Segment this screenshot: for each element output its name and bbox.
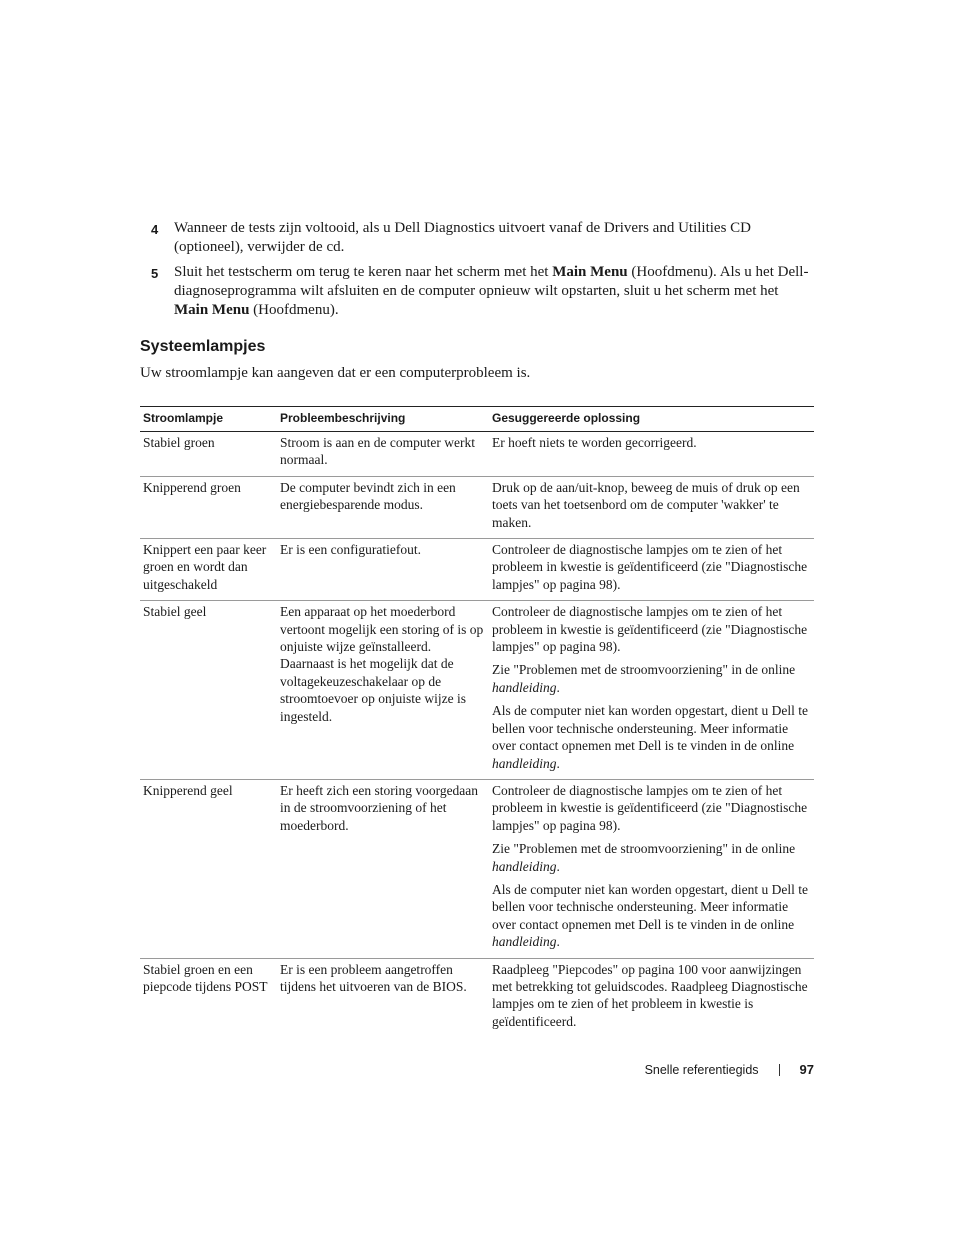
footer-separator — [779, 1064, 780, 1076]
footer-title: Snelle referentiegids — [644, 1062, 759, 1077]
step-5 — [151, 263, 816, 320]
solution-text: Als de computer niet kan worden opgestart, dient u Dell te bellen voor technische ondersteuning. Meer informatie over contact opnemen met Dell is te vinden in de online — [492, 881, 809, 932]
manual-reference: handleiding — [492, 934, 557, 950]
solution-text: . — [556, 679, 560, 695]
step-text-part: (Hoofdmenu). Als u het Dell-diagnoseprogramma wilt afsluiten en de computer opnieuw wilt opstarten, sluit u het scherm met het — [174, 264, 809, 299]
section-intro: Uw stroomlampje kan aangeven dat er een computerprobleem is. — [140, 365, 531, 381]
solution-paragraph — [492, 961, 811, 1031]
solution-paragraph — [492, 541, 811, 593]
table-body — [140, 432, 814, 1038]
cell-light: Knipperend groen — [140, 476, 277, 538]
cell-solution — [489, 432, 814, 477]
solution-paragraph — [492, 603, 811, 655]
column-header-problem: Probleembeschrijving — [277, 407, 489, 432]
solution-text: Als de computer niet kan worden opgestart, dient u Dell te bellen voor technische ondersteuning. Meer informatie over contact opnemen met Dell is te vinden in de online — [492, 703, 809, 754]
cell-solution — [489, 779, 814, 958]
cell-light: Stabiel geel — [140, 601, 277, 780]
main-menu-term: Main Menu — [552, 264, 628, 280]
manual-reference: handleiding — [492, 679, 557, 695]
step-number: 4 — [151, 222, 159, 237]
page-number: 97 — [799, 1062, 814, 1077]
table-row — [140, 601, 814, 780]
solution-text: . — [556, 934, 560, 950]
column-header-solution: Gesuggereerde oplossing — [489, 407, 814, 432]
solution-text: Controleer de diagnostische lampjes om te zien of het probleem in kwestie is geïdentificeerd (zie "Diagnostische lampjes" op pagina 98). — [492, 782, 808, 833]
step-number: 5 — [151, 266, 159, 281]
solution-text: Controleer de diagnostische lampjes om te zien of het probleem in kwestie is geïdentificeerd (zie "Diagnostische lampjes" op pagina 98). — [492, 604, 808, 655]
step-text — [174, 219, 816, 257]
step-text-part: (Hoofdmenu). — [249, 302, 339, 318]
cell-light: Stabiel groen — [140, 432, 277, 477]
table-row — [140, 539, 814, 601]
cell-light: Stabiel groen en een piepcode tijdens POST — [143, 961, 268, 994]
step-4 — [151, 219, 816, 257]
cell-solution — [489, 476, 814, 538]
main-menu-term: Main Menu — [174, 302, 250, 318]
page-footer — [0, 1062, 814, 1077]
cell-solution — [489, 958, 814, 1037]
table-row — [140, 476, 814, 538]
cell-problem: Er is een probleem aangetroffen tijdens het uitvoeren van de BIOS. — [280, 961, 467, 994]
cell-light: Knippert een paar keer groen en wordt dan uitgeschakeld — [140, 539, 277, 601]
system-lights-table — [140, 406, 814, 1037]
cell-solution — [489, 601, 814, 780]
solution-paragraph — [492, 782, 811, 834]
cell-problem: Er heeft zich een storing voorgedaan in de stroomvoorziening of het moederbord. — [277, 779, 489, 958]
cell-solution — [489, 539, 814, 601]
numbered-steps — [151, 219, 816, 326]
table-row — [140, 432, 814, 477]
solution-text: Druk op de aan/uit-knop, beweeg de muis of druk op een toets van het toetsenbord om de computer 'wakker' te maken. — [492, 479, 800, 530]
solution-text: . — [556, 858, 560, 874]
solution-paragraph — [492, 661, 811, 696]
solution-text: . — [556, 755, 560, 771]
step-text-part: Wanneer de tests zijn voltooid, als u Dell Diagnostics uitvoert vanaf de Drivers and Utilities CD (optioneel), verwijder de cd. — [174, 220, 751, 255]
step-text-part: Sluit het testscherm om terug te keren naar het scherm met het — [174, 264, 553, 280]
solution-paragraph — [492, 702, 811, 772]
solution-text: Zie "Problemen met de stroomvoorziening" in de online — [492, 841, 796, 857]
solution-text: Zie "Problemen met de stroomvoorziening" in de online — [492, 662, 796, 678]
cell-problem: Stroom is aan en de computer werkt normaal. — [277, 432, 489, 477]
solution-text: Er hoeft niets te worden gecorrigeerd. — [492, 435, 697, 450]
cell-problem: Er is een configuratiefout. — [277, 539, 489, 601]
cell-light: Knipperend geel — [140, 779, 277, 958]
solution-text: Raadpleeg "Piepcodes" op pagina 100 voor aanwijzingen met betrekking tot geluidscodes. Raadpleeg Diagnostische lampjes om te zien of het probleem in kwestie is geïdentificeerd. — [492, 961, 808, 1029]
table-header-row — [140, 407, 814, 432]
cell-problem: Een apparaat op het moederbord vertoont mogelijk een storing of is op onjuiste wijze geïnstalleerd. Daarnaast is het mogelijk dat de voltagekeuzeschakelaar op de stroomtoevoer op onjuiste wijze is ingesteld. — [277, 601, 489, 780]
solution-text: Controleer de diagnostische lampjes om te zien of het probleem in kwestie is geïdentificeerd (zie "Diagnostische lampjes" op pagina 98). — [492, 542, 808, 592]
cell-problem: De computer bevindt zich in een energiebesparende modus. — [277, 476, 489, 538]
table-row — [140, 779, 814, 958]
manual-reference: handleiding — [492, 755, 557, 771]
solution-paragraph — [492, 479, 811, 531]
section-heading: Systeemlampjes — [140, 338, 266, 355]
solution-paragraph — [492, 434, 811, 451]
manual-reference: handleiding — [492, 858, 557, 874]
step-text — [174, 263, 816, 320]
column-header-light: Stroomlampje — [140, 407, 277, 432]
solution-paragraph — [492, 881, 811, 951]
solution-paragraph — [492, 840, 811, 875]
table-row — [140, 958, 814, 1037]
